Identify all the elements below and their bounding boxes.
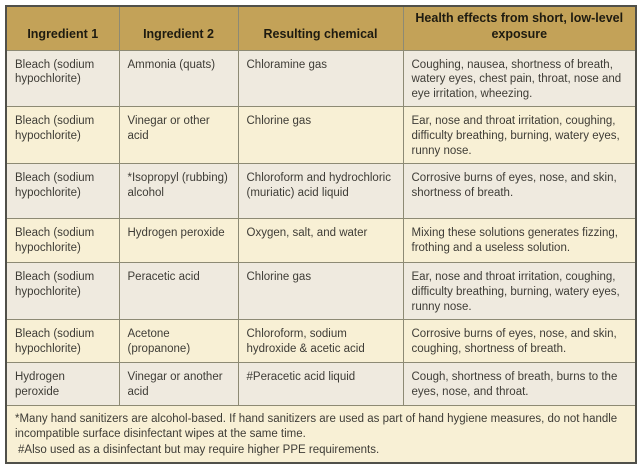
cell-ingredient-2: Ammonia (quats) [119,50,238,107]
cell-ingredient-2: Vinegar or another acid [119,362,238,405]
cell-resulting-chemical: Chloramine gas [238,50,403,107]
cell-resulting-chemical: Chlorine gas [238,263,403,320]
table-row [6,107,636,164]
table-row [6,50,636,107]
table-row [6,219,636,263]
table-row [6,164,636,219]
cell-ingredient-1: Bleach (sodium hypochlorite) [6,50,119,107]
cell-health-effects: Corrosive burns of eyes, nose, and skin, coughing, shortness of breath. [403,319,636,362]
chemical-mixing-hazards-table [5,5,637,464]
cell-resulting-chemical: Chlorine gas [238,107,403,164]
cell-health-effects: Ear, nose and throat irritation, coughing, difficulty breathing, burning, watery eyes, runny nose. [403,263,636,320]
cell-ingredient-1: Bleach (sodium hypochlorite) [6,107,119,164]
table-row [6,263,636,320]
cell-ingredient-1: Bleach (sodium hypochlorite) [6,164,119,219]
cell-ingredient-2: Acetone (propanone) [119,319,238,362]
cell-health-effects: Corrosive burns of eyes, nose, and skin, shortness of breath. [403,164,636,219]
cell-ingredient-1: Hydrogen peroxide [6,362,119,405]
cell-ingredient-1: Bleach (sodium hypochlorite) [6,219,119,263]
cell-resulting-chemical: Chloroform and hydrochloric (muriatic) acid liquid [238,164,403,219]
header-health-effects: Health effects from short, low-level exposure [403,6,636,50]
cell-ingredient-2: Peracetic acid [119,263,238,320]
cell-health-effects: Coughing, nausea, shortness of breath, watery eyes, chest pain, throat, nose and eye irritation, wheezing. [403,50,636,107]
cell-ingredient-2: Hydrogen peroxide [119,219,238,263]
cell-resulting-chemical: Chloroform, sodium hydroxide & acetic acid [238,319,403,362]
table-row [6,362,636,405]
cell-ingredient-1: Bleach (sodium hypochlorite) [6,319,119,362]
cell-ingredient-2: *Isopropyl (rubbing) alcohol [119,164,238,219]
cell-resulting-chemical: Oxygen, salt, and water [238,219,403,263]
cell-health-effects: Ear, nose and throat irritation, coughing, difficulty breathing, burning, watery eyes, runny nose. [403,107,636,164]
header-ingredient-2: Ingredient 2 [119,6,238,50]
header-ingredient-1: Ingredient 1 [6,6,119,50]
cell-health-effects: Mixing these solutions generates fizzing, frothing and a useless solution. [403,219,636,263]
footnote-disinfectant: #Also used as a disinfectant but may require higher PPE requirements. [18,443,380,456]
cell-health-effects: Cough, shortness of breath, burns to the eyes, nose, and throat. [403,362,636,405]
cell-ingredient-1: Bleach (sodium hypochlorite) [6,263,119,320]
header-resulting-chemical: Resulting chemical [238,6,403,50]
cell-resulting-chemical: #Peracetic acid liquid [238,362,403,405]
cell-ingredient-2: Vinegar or other acid [119,107,238,164]
header-row [6,6,636,50]
footnote-hand-sanitizer: *Many hand sanitizers are alcohol-based. If hand sanitizers are used as part of hand hygiene measures, do not handle incompatible surface disinfectant wipes at the same time. [15,412,618,441]
table-row [6,319,636,362]
